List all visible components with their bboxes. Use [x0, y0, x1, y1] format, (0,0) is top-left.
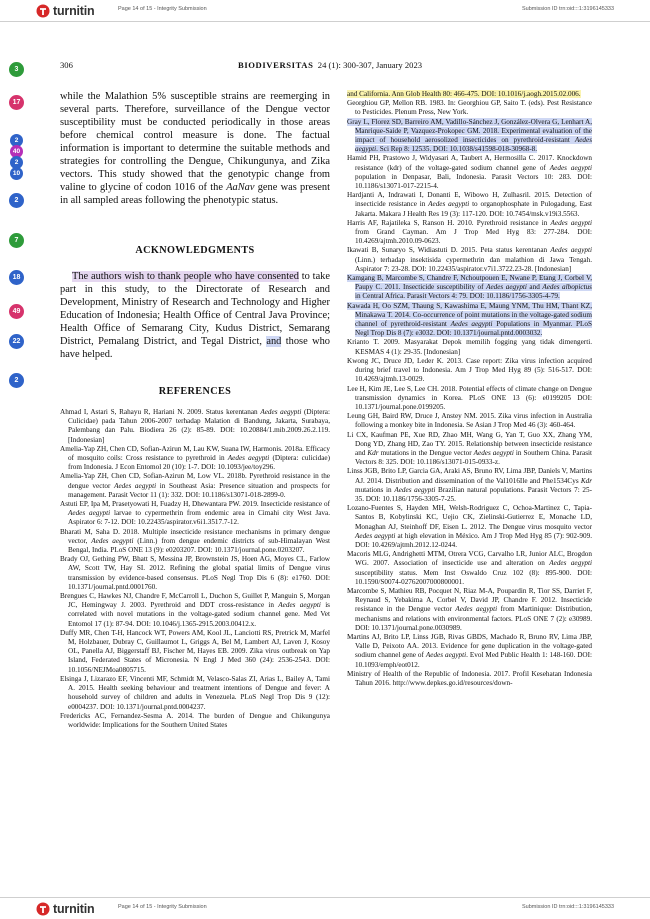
left-column — [60, 90, 330, 207]
reference-entry: Amelia-Yap ZH, Chen CD, Sofian-Azirun M, Lau KW, Suana IW, Harmonis. 2018a. Efficacy of mosquito coils: Cross resistance to pyrethroid in Aedes aegypti (Diptera: culicidae) from Indonesia. J Econ Entomol 20 (10): 1-7. DOI: 10.1093/jee/toy296. — [60, 444, 330, 472]
reference-entry: Li CX, Kaufman PE, Xue RD, Zhao MH, Wang G, Yan T, Guo XX, Zhang YM, Dong YD, Zhang HD, Zao TY. 2015. Relationship between insecticide resistance and Kdr mutations in the Dengue vector Aedes aegypti in Southern China. Parasit Vectors 8: 325. DOI: 10.1186/s13071-015-0933-z. — [347, 430, 592, 467]
reference-entry: Lee H, Kim JE, Lee S, Lee CH. 2018. Potential effects of climate change on Dengue transmission dynamics in Korea. PLoS ONE 13 (6): e0199205 DOI: 10.1371/journal.pone.0199205. — [347, 384, 592, 411]
similarity-badge[interactable]: 2 — [9, 193, 24, 208]
similarity-badge[interactable]: 3 — [9, 62, 24, 77]
reference-entry: Elsinga J, Lizarazo EF, Vincenti MF, Schmidt M, Velasco-Salas ZI, Arias L, Bailey A, Tami A. 2015. Health seeking behaviour and treatment intentions of Dengue and fever: A household survey of children and adults in Venezuela. PLoS Negl Trop Dis 9 (12): e0004237. DOI: 10.1371/journal.pntd.0004237. — [60, 674, 330, 711]
gene-name: AaNav — [226, 182, 255, 193]
reference-entry: Duffy MR, Chen T-H, Hancock WT, Powers AM, Kool JL, Lanciotti RS, Pretrick M, Marfel M, Holzbauer, Dubray C, Guillaumot L, Griggs A, Bel M, Lambert AJ, Laven J, Kosoy OL, Panella AJ, Biggerstaff BJ, Fischer M, Hayes EB. 2009. Zika virus outbreak on Yap Island, Federated States of Micronesia. N Engl J Med 360 (24): 2536-2543. DOI: 10.1056/NEJMoa0805715. — [60, 628, 330, 674]
reference-entry: Ahmad I, Astari S, Rahayu R, Hariani N. 2009. Status kerentanan Aedes aegypti (Diptera: Culicidae) pada Tahun 2006-2007 terhadap Malation di Bandung, Jakarta, Surabaya, Palembang dan Palu. Biodiera 26 (2): 85-89. DOI: 10.20884/1.mib.2009.26.2.119. [Indonesian] — [60, 408, 330, 444]
similarity-badge[interactable]: 18 — [9, 270, 24, 285]
reference-entry[interactable]: and California. Ann Glob Health 80: 466-475. DOI: 10.1016/j.aogh.2015.02.006. — [347, 90, 581, 98]
left-references-list — [60, 408, 330, 730]
reference-entry: Leung GH, Baird RW, Druce J, Anstey NM. 2015. Zika virus infection in Australia following a monkey bite in Indonesia. Se Asian J Trop Med 46 (3): 460-464. — [347, 412, 592, 430]
similarity-badge[interactable]: 49 — [9, 304, 24, 319]
reference-entry: Lozano-Fuentes S, Hayden MH, Welsh-Rodriguez C, Ochoa-Martinez C, Tapia-Santos B, Kobylinski KC, Uejio CK, Zielinski-Gutierrez E, Monache LD, Monaghan AJ, Steinhoff DF, Eisen L. 2012. The Dengue virus mosquito vector Aedes aegypti at high elevation in México. Am J Trop Med Hyg 85 (7): 902-909. DOI: 10.4269/ajtmh.2012.12-0244. — [347, 504, 592, 549]
reference-entry: Macoris MLG, Andrighetti MTM, Otrera VCG, Carvalho LR, Junior ALC, Brogdon WG. 2007. Association of insecticide use and alteration on Aedes aegypti susceptibility status. Mem Inst Oswaldo Cruz 102 (8): 895-900. DOI: 10.1590/S0074-02762007000800001. — [347, 550, 592, 586]
reference-entry: Ministry of Health of the Republic of Indonesia. 2017. Profil Kesehatan Indonesia Tahun 2016. http://www.depkes.go.id/resources/down- — [347, 669, 592, 687]
turnitin-header-bar — [0, 0, 650, 22]
right-references-list — [347, 90, 592, 688]
reference-entry: Kwong JC, Druce JD, Leder K. 2013. Case report: Zika virus infection acquired during brief travel to Indonesia. Am J Trop Med Hyg 89 (5): 516-517. DOI: 10.4269/ajtmh.13-0029. — [347, 356, 592, 384]
page-indicator: Page 14 of 15 - Integrity Submission — [118, 6, 207, 12]
reference-entry: Fredericks AC, Fernandez-Sesma A. 2014. The burden of Dengue and Chikungunya worldwide: Implications for the Southern United States — [60, 711, 330, 729]
similarity-badge[interactable]: 7 — [9, 233, 24, 248]
turnitin-logo-text: turnitin — [53, 902, 95, 916]
acknowledgments-section — [60, 270, 330, 361]
ack-highlight-2[interactable]: and — [266, 336, 282, 347]
reference-entry: Amelia-Yap ZH, Chen CD, Sofian-Azirun M, Low VL. 2018b. Pyrethroid resistance in the dengue vector Aedes aegypti in Southeast Asia: Presence situation and prospects for management. Parasit Vector 11 (1): 332. DOI: 10.1186/s13071-018-2899-0. — [60, 472, 330, 499]
submission-id: Submission ID trn:oid:::1:3196145333 — [521, 6, 614, 12]
reference-entry: Marcombe S, Mathieu RB, Pocquet N, Riaz M-A, Poupardin R, Tior SS, Darriet F, Reynaud S, Yebakima A, Corbel V, David JP, Chandre F. 2012. Insecticide resistance in the Dengue vector Aedes aegypti from Martinique: Distribution, mechanisms and relations with environmental factors. PLoS ONE 7 (2): e30989. DOI: 10.1371/journal.pone.0030989. — [347, 586, 592, 632]
turnitin-logo-text: turnitin — [53, 4, 95, 18]
reference-entry[interactable]: Kawada H, Oo SZM, Thaung S, Kawashima E, Maung YNM, Thu HM, Thant KZ, Minakawa T. 2014. Co-occurrence of point mutations in the voltage-gated sodium channel of pyrethroid-resistant Aedes aegypti Populations in Myanmar. PLoS Negl Trop Dis 8 (7): e3032. DOI: 10.1371/journal.pntd.0003032. — [347, 301, 592, 338]
turnitin-logo — [36, 3, 94, 19]
reference-entry: Hamid PH, Prastowo J, Widyasari A, Taubert A, Hermosilla C. 2017. Knockdown resistance (kdr) of the voltage-gated sodium channel gene of Aedes aegypti population in Denpasar, Bali, Indonesia. Parasit Vectors 10: 283. DOI: 10.1186/s13071-017-2215-4. — [347, 154, 592, 191]
reference-entry: Brengues C, Hawkes NJ, Chandre F, McCarroll L, Duchon S, Guillet P, Manguin S, Morgan JC, Hemingway J. 2003. Pyrethroid and DDT cross-resistance in Aedes aegypti is correlated with novel mutations in the voltage-gated sodium channel gene. Med Vet Entomol 17 (1): 87-94. DOI: 10.1046/j.1365-2915.2003.00412.x. — [60, 592, 330, 628]
conclusion-paragraph — [60, 90, 330, 207]
journal-volume: 24 (1): 300-307, January 2023 — [317, 60, 423, 70]
ack-text-end: those who have helped. — [60, 336, 330, 360]
turnitin-logo-icon — [36, 902, 50, 916]
journal-citation — [238, 60, 422, 70]
journal-name: BIODIVERSITAS — [238, 60, 314, 70]
running-header — [60, 60, 600, 72]
reference-entry: Ikawati B, Sunaryo S, Widiastuti D. 2015. Peta status kerentanan Aedes aegypti (Linn.) terhadap insektisida cypermethrin dan malathion di Jawa Tengah. Aspirator 7: 23-28. DOI: 10.22435/aspirator.v7i1.3722.23-28. [Indonesian] — [347, 246, 592, 273]
ack-highlight[interactable]: The authors wish to thank people who have consented — [72, 271, 299, 282]
turnitin-logo-icon — [36, 4, 50, 18]
similarity-badge[interactable]: 40 — [10, 145, 23, 158]
page-indicator: Page 14 of 15 - Integrity Submission — [118, 904, 207, 910]
reference-entry: Harris AF, Rajatileka S, Ranson H. 2010. Pyrethroid resistance in Aedes aegypti from Grand Cayman. Am J Trop Med Hyg 83: 277-284. DOI: 10.4269/ajtmh.2010.09-0623. — [347, 218, 592, 246]
turnitin-footer-bar — [0, 897, 650, 919]
acknowledgments-paragraph — [60, 270, 330, 361]
reference-entry: Krianto T. 2009. Masyarakat Depok memilih fogging yang tidak dimengerti. KESMAS 4 (1): 29-35. [Indonesian] — [347, 338, 592, 356]
similarity-badge[interactable]: 2 — [10, 156, 23, 169]
similarity-badge[interactable]: 2 — [10, 134, 23, 147]
ack-text: to take part in this study, to the Directorate of Research and Development, Ministry of Research and Technology and Higher Education of Indonesia; Health Office of Central Java Province; Health Office of Semarang City, Kudus District, Semarang District, Pemalang District, and Tegal District, — [60, 271, 330, 347]
similarity-badge[interactable]: 10 — [10, 167, 23, 180]
reference-entry: Bharati M, Saha D. 2018. Multiple insecticide resistance mechanisms in primary dengue vector, Aedes aegypti (Linn.) from dengue endemic districts of sub-Himalayan West Bengal, India. PLoS ONE 13 (9): e0203207. DOI: 10.1371/journal.pone.0203207. — [60, 527, 331, 555]
reference-entry: Brady OJ, Gething PW, Bhatt S, Messina JP, Brownstein JS, Hoen AG, Moyes CL, Farlow AW, Scott TW, Hay SI. 2012. Refining the global spatial limits of Dengue virus transmission by evidence-based consensus. PLoS Negl Trop Dis 6 (8): e1760. DOI: 10.1371/journal.pntd.0001760. — [60, 555, 330, 591]
similarity-badge[interactable]: 17 — [9, 95, 24, 110]
reference-entry: Linss JGB, Brito LP, Garcia GA, Araki AS, Bruno RV, Lima JBP, Daniels V, Martins AJ. 2014. Distribution and dissemination of the Val1016Ile and Phe1534Cys Kdr mutations in Aedes aegypti Brazilian natural populations. Parasit Vectors 7: 25-35. DOI: 10.1186/1756-3305-7-25. — [347, 467, 592, 503]
reference-entry[interactable]: Gray L, Florez SD, Barreiro AM, Vadillo-Sánchez J, González-Olvera G, Lenhart A, Manrique-Saide P, Vazquez-Prokopec GM. 2018. Experimental evaluation of the impact of household aerosolized insecticides on pyrethroid-resistant Aedes aegypti. Sci Rep 8: 12535. DOI: 10.1038/s41598-018-30968-8. — [347, 117, 592, 154]
similarity-badge[interactable]: 2 — [9, 373, 24, 388]
acknowledgments-heading: ACKNOWLEDGMENTS — [135, 245, 255, 256]
similarity-badge[interactable]: 22 — [9, 334, 24, 349]
conclusion-text: while the Malathion 5% susceptible strains are reemerging in several parts. Therefore, surveillance of the Dengue vector susceptibility must be conducted periodically in those areas before chemical control measure is done. The factual information is important to determine the suitable methods and strategies for controlling the Dengue, Chikungunya, and Zika vectors. This study showed that the genotypic change from valine to glycine of codon 1016 of the — [60, 91, 330, 193]
reference-entry: Hardjanti A, Indrawati I, Donanti E, Wibowo H, Zulhasril. 2015. Detection of insecticide resistance in Aedes aegypti to organophosphate in Pulogadung, East Jakarta. Makara J Health Res 19 (3): 117-120. DOI: 10.7454/msk.v19i3.5563. — [347, 191, 592, 218]
reference-entry: Astuti EP, Ipa M, Prasetyowati H, Fuadzy H, Dhewantara PW. 2019. Insecticide resistance of Aedes aegypti larvae to cypermethrin from endemic area in Cimahi city West Java. Aspirator 6: 7-12. DOI: 10.22435/aspirator.v6i1.3517.7-12. — [60, 500, 330, 527]
submission-id: Submission ID trn:oid:::1:3196145333 — [521, 904, 614, 910]
reference-entry: Georghiou GP, Mellon RB. 1983. In: Georghiou GP, Saito T. (eds). Pest Resistance to Pesticides. Plenum Press, New York. — [347, 99, 592, 117]
conclusion-text-end: gene was present in all sampled areas following the phenotypic status. — [60, 182, 330, 206]
reference-entry[interactable]: Kamgang B, Marcombe S, Chandre F, Nchoutpouen E, Nwane P, Etang J, Corbel V, Paupy C. 2011. Insecticide susceptibility of Aedes aegypti and Aedes albopictus in Central Africa. Parasit Vectors 4: 79. DOI: 10.1186/1756-3305-4-79. — [347, 274, 592, 301]
turnitin-logo — [36, 901, 94, 917]
references-heading: REFERENCES — [158, 386, 232, 397]
reference-entry: Martins AJ, Brito LP, Linss JGB, Rivas GBDS, Machado R, Bruno RV, Lima JBP, Valle D, Peixoto AA. 2013. Evidence for gene duplication in the voltage-gated sodium channel gene of Aedes aegypti. Evol Med Public Health 1: 148-160. DOI: 10.1093/emph/eot012. — [347, 632, 592, 669]
page-number: 306 — [60, 60, 73, 70]
